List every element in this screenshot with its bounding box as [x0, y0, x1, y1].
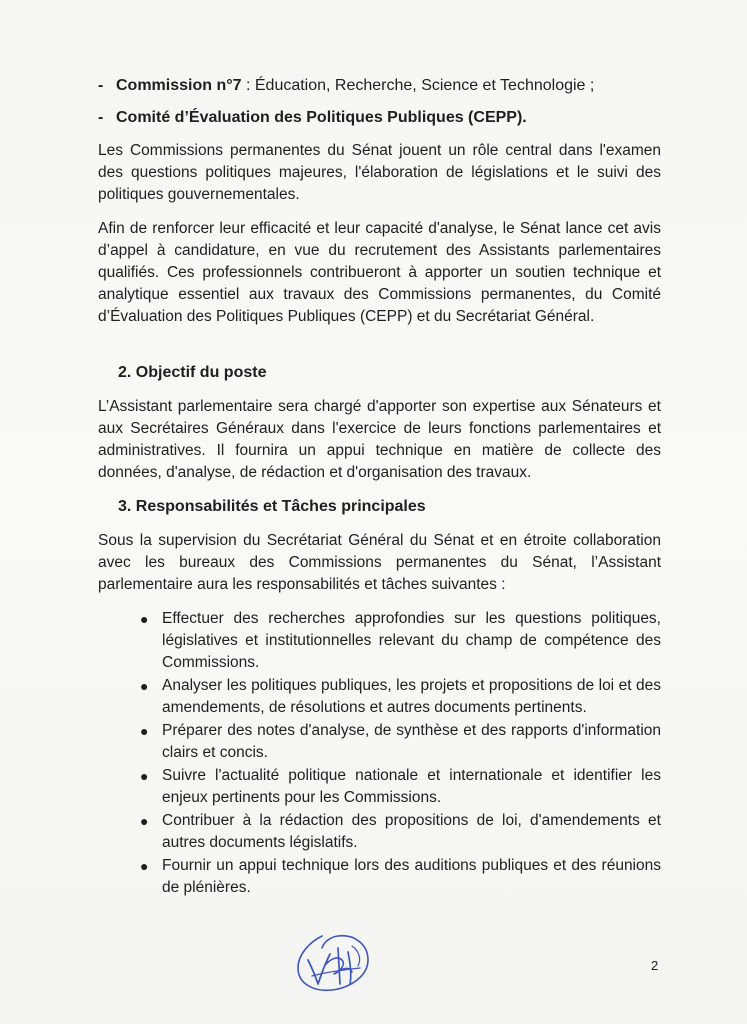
list-item	[98, 675, 661, 719]
page-number: 2	[651, 958, 659, 973]
list-item	[98, 720, 661, 764]
list-dash: -	[98, 109, 104, 126]
handwritten-signature	[292, 928, 374, 998]
list-dash: -	[98, 77, 104, 94]
section-2-paragraph: L’Assistant parlementaire sera chargé d'apporter son expertise aux Sénateurs et aux Secrétaires Généraux dans l'exercice de leurs fonctions parlementaires et administratives. Il fournira un appui technique en matière de collecte des données, d'analyse, de rédaction et d'organisation des travaux.	[98, 398, 661, 481]
task-text: Effectuer des recherches approfondies sur les questions politiques, législatives et institutionnelles relevant du champ de compétence des Commissions.	[162, 610, 661, 671]
list-item	[98, 765, 661, 809]
task-text: Préparer des notes d'analyse, de synthèse et des rapports d'information clairs et concis.	[162, 722, 661, 761]
section-2-heading: 2. Objectif du poste	[118, 364, 267, 381]
bullet-icon: ●	[140, 611, 149, 627]
bullet-icon: ●	[140, 813, 149, 829]
list-item	[98, 608, 661, 674]
task-text: Suivre l'actualité politique nationale et internationale et identifier les enjeux pertinents pour les Commissions.	[162, 767, 661, 806]
task-text: Analyser les politiques publiques, les projets et propositions de loi et des amendements, de résolutions et autres documents pertinents.	[162, 677, 661, 716]
cepp-line	[98, 108, 661, 128]
commission-7-label: Commission n°7	[116, 77, 242, 94]
bullet-icon: ●	[140, 768, 149, 784]
task-list	[98, 608, 661, 899]
commission-7-title: : Éducation, Recherche, Science et Technologie ;	[241, 77, 595, 94]
task-text: Contribuer à la rédaction des propositions de loi, d'amendements et autres documents législatifs.	[162, 812, 661, 851]
bullet-icon: ●	[140, 723, 149, 739]
list-item	[98, 855, 661, 899]
list-item	[98, 810, 661, 854]
page-content	[98, 76, 661, 900]
cepp-label: Comité d’Évaluation des Politiques Publiques (CEPP).	[116, 109, 527, 126]
intro-paragraph-2: Afin de renforcer leur efficacité et leur capacité d'analyse, le Sénat lance cet avis d’appel à candidature, en vue du recrutement des Assistants parlementaires qualifiés. Ces professionnels contribueront à apporter un soutien technique et analytique essentiel aux travaux des Commissions permanentes, du Comité d’Évaluation des Politiques Publiques (CEPP) et du Secrétariat Général.	[98, 220, 661, 325]
bullet-icon: ●	[140, 858, 149, 874]
section-3-paragraph: Sous la supervision du Secrétariat Général du Sénat et en étroite collaboration avec les bureaux des Commissions permanentes du Sénat, l’Assistant parlementaire aura les responsabilités et tâches suivantes :	[98, 532, 661, 593]
intro-paragraph-1: Les Commissions permanentes du Sénat jouent un rôle central dans l'examen des questions politiques majeures, l'élaboration de législations et le suivi des politiques gouvernementales.	[98, 142, 661, 203]
task-text: Fournir un appui technique lors des auditions publiques et des réunions de plénières.	[162, 857, 661, 896]
bullet-icon: ●	[140, 678, 149, 694]
section-gap	[98, 340, 661, 362]
section-3-heading: 3. Responsabilités et Tâches principales	[118, 498, 426, 515]
commission-7-line	[98, 76, 661, 96]
